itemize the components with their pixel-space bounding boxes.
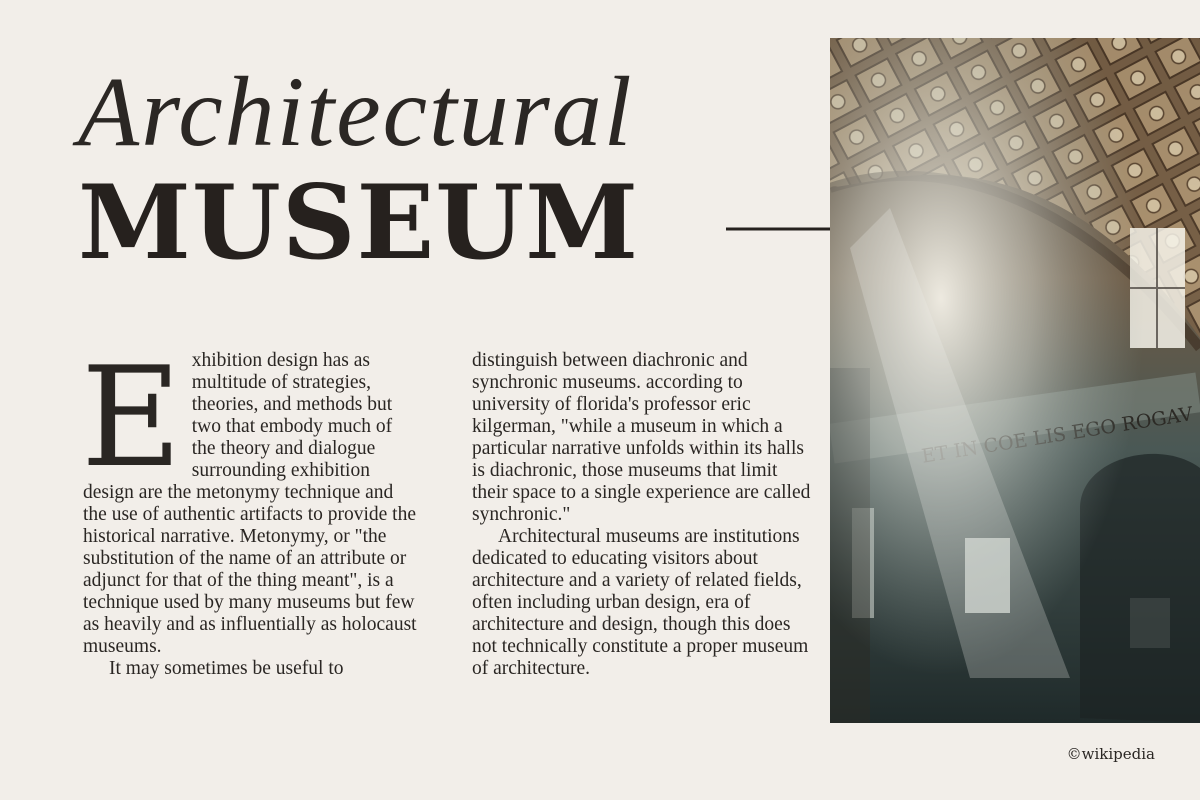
paragraph-2-start: It may sometimes be useful to bbox=[109, 658, 344, 679]
museum-interior-photo bbox=[830, 38, 1200, 723]
title-script-line: Architectural bbox=[78, 56, 634, 167]
text-column-right bbox=[472, 350, 817, 680]
photo-credit: ©wikipedia bbox=[1066, 745, 1155, 763]
text-column-left bbox=[81, 337, 418, 680]
paragraph-3: Architectural museums are institutions dedicated to educating visitors about architecture and a variety of related fields, often including urban design, era of architecture and design, though this does not technically constitute a proper museum of architecture. bbox=[472, 526, 809, 679]
paragraph-1: xhibition design has as multitude of strategies, theories, and methods but two that embody much of the theory and dialogue surrounding exhibition design are the metonymy technique and the use of authentic artifacts to provide the historical narrative. Metonymy, or "the substitution of the name of an attribute or adjunct for that of the thing meant", is a technique used by many museums but few as heavily and as influentially as holocaust museums. bbox=[83, 350, 417, 657]
drop-cap: E bbox=[81, 337, 182, 498]
title-main-line: MUSEUM bbox=[78, 163, 640, 283]
paragraph-2-continued: distinguish between diachronic and synchronic museums. according to university of florida's professor eric kilgerman, "while a museum in which a particular narrative unfolds within its halls is diachronic, those museums that limit their space to a single experience are called synchronic." bbox=[472, 350, 811, 525]
